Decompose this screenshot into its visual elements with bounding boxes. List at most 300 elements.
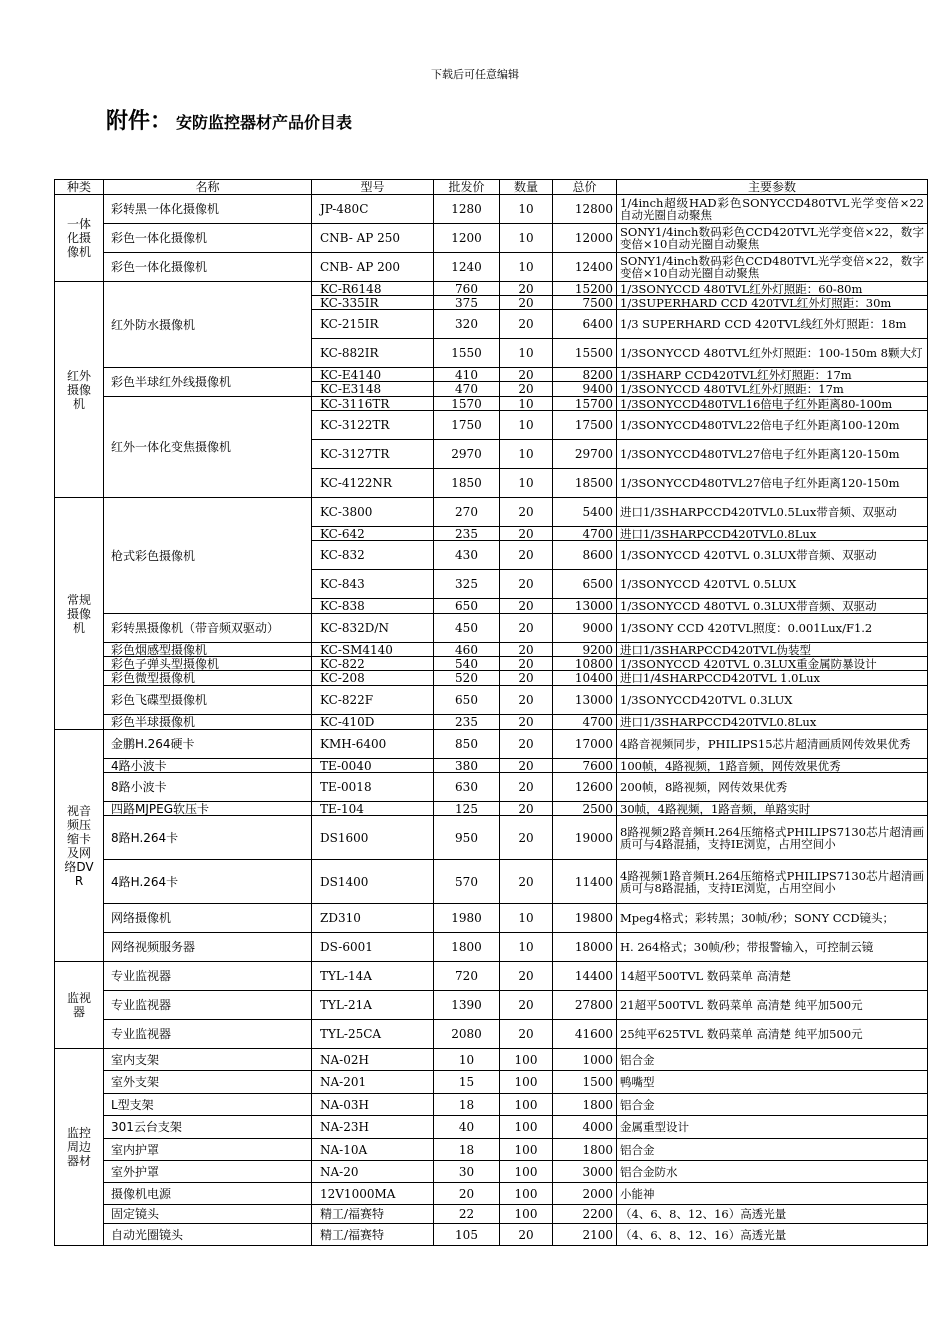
header-total: 总价 xyxy=(553,180,617,195)
table-row xyxy=(55,715,928,730)
qty-cell: 10 xyxy=(500,411,553,440)
model-cell: KC-4122NR xyxy=(312,469,434,498)
model-cell: KC-E4140 xyxy=(312,368,434,382)
qty-cell: 20 xyxy=(500,599,553,614)
total-cell: 14400 xyxy=(553,962,617,991)
params-cell: Mpeg4格式；彩转黑；30帧/秒；SONY CCD镜头； xyxy=(617,904,928,933)
qty-cell: 20 xyxy=(500,715,553,730)
params-cell: 1/3SONYCCD480TVL27倍电子红外距离120-150m xyxy=(617,440,928,469)
table-row xyxy=(55,614,928,643)
product-name-cell: 摄像机电源 xyxy=(104,1183,312,1205)
total-cell: 19000 xyxy=(553,816,617,860)
params-cell: 8路视频2路音频H.264压缩格式PHILIPS7130芯片超清画质可与4路混插，支持IE浏览，占用空间小 xyxy=(617,816,928,860)
price-cell: 650 xyxy=(434,686,500,715)
params-cell: 1/3SONYCCD480TVL27倍电子红外距离120-150m xyxy=(617,469,928,498)
table-row xyxy=(55,1205,928,1224)
qty-cell: 20 xyxy=(500,759,553,773)
model-cell: 精工/福赛特 xyxy=(312,1224,434,1246)
params-cell: 14超平500TVL 数码菜单 高清楚 xyxy=(617,962,928,991)
params-cell: 进口1/3SHARPCCD420TVL伪装型 xyxy=(617,643,928,657)
product-name-cell: L型支架 xyxy=(104,1094,312,1116)
title-main: 附件： xyxy=(106,109,173,134)
qty-cell: 20 xyxy=(500,527,553,541)
product-name-cell: 室外支架 xyxy=(104,1071,312,1094)
product-name-cell: 8路小波卡 xyxy=(104,773,312,802)
product-name-cell: 金鹏H.264硬卡 xyxy=(104,730,312,759)
total-cell: 29700 xyxy=(553,440,617,469)
params-cell: 铝合金 xyxy=(617,1049,928,1071)
qty-cell: 20 xyxy=(500,1020,553,1049)
table-row xyxy=(55,195,928,224)
price-cell: 22 xyxy=(434,1205,500,1224)
model-cell: NA-23H xyxy=(312,1116,434,1139)
price-cell: 380 xyxy=(434,759,500,773)
model-cell: NA-10A xyxy=(312,1139,434,1161)
params-cell: 4路音视频同步，PHILIPS15芯片超清画质网传效果优秀 xyxy=(617,730,928,759)
product-name-cell: 枪式彩色摄像机 xyxy=(104,498,312,614)
price-cell: 18 xyxy=(434,1139,500,1161)
qty-cell: 20 xyxy=(500,730,553,759)
model-cell: CNB- AP 250 xyxy=(312,224,434,253)
price-cell: 20 xyxy=(434,1183,500,1205)
model-cell: KC-3122TR xyxy=(312,411,434,440)
price-cell: 1240 xyxy=(434,253,500,282)
total-cell: 19800 xyxy=(553,904,617,933)
product-name-cell: 红外一体化变焦摄像机 xyxy=(104,397,312,498)
total-cell: 9200 xyxy=(553,643,617,657)
total-cell: 1000 xyxy=(553,1049,617,1071)
table-row xyxy=(55,802,928,816)
qty-cell: 100 xyxy=(500,1094,553,1116)
model-cell: ZD310 xyxy=(312,904,434,933)
qty-cell: 10 xyxy=(500,224,553,253)
total-cell: 15500 xyxy=(553,339,617,368)
model-cell: KC-208 xyxy=(312,671,434,686)
header-params: 主要参数 xyxy=(617,180,928,195)
total-cell: 6500 xyxy=(553,570,617,599)
params-cell: 1/4inch超级HAD彩色SONYCCD480TVL光学变倍×22自动光圈自动聚焦 xyxy=(617,195,928,224)
qty-cell: 10 xyxy=(500,397,553,411)
params-cell: 1/3SHARP CCD420TVL红外灯照距：17m xyxy=(617,368,928,382)
total-cell: 8600 xyxy=(553,541,617,570)
qty-cell: 20 xyxy=(500,802,553,816)
model-cell: JP-480C xyxy=(312,195,434,224)
params-cell: 1/3SONYCCD 420TVL 0.3LUX重金属防暴设计 xyxy=(617,657,928,671)
qty-cell: 10 xyxy=(500,253,553,282)
qty-cell: 20 xyxy=(500,1224,553,1246)
product-name-cell: 网络视频服务器 xyxy=(104,933,312,962)
price-cell: 1200 xyxy=(434,224,500,253)
total-cell: 2200 xyxy=(553,1205,617,1224)
qty-cell: 20 xyxy=(500,671,553,686)
table-row xyxy=(55,1020,928,1049)
price-cell: 235 xyxy=(434,527,500,541)
params-cell: 100帧，4路视频，1路音频，网传效果优秀 xyxy=(617,759,928,773)
qty-cell: 20 xyxy=(500,614,553,643)
price-cell: 570 xyxy=(434,860,500,904)
params-cell: 1/3 SUPERHARD CCD 420TVL线红外灯照距：18m xyxy=(617,310,928,339)
price-cell: 950 xyxy=(434,816,500,860)
qty-cell: 20 xyxy=(500,962,553,991)
product-name-cell: 专业监视器 xyxy=(104,991,312,1020)
table-row xyxy=(55,1139,928,1161)
model-cell: TYL-14A xyxy=(312,962,434,991)
model-cell: KC-3800 xyxy=(312,498,434,527)
header-model: 型号 xyxy=(312,180,434,195)
model-cell: KC-642 xyxy=(312,527,434,541)
params-cell: 铝合金 xyxy=(617,1094,928,1116)
price-cell: 1390 xyxy=(434,991,500,1020)
params-cell: SONY1/4inch数码彩色CCD420TVL光学变倍×22，数字变倍×10自动光圈自动聚焦 xyxy=(617,224,928,253)
page-header-note: 下载后可任意编辑 xyxy=(431,68,519,81)
params-cell: 200帧，8路视频，网传效果优秀 xyxy=(617,773,928,802)
model-cell: KC-822 xyxy=(312,657,434,671)
table-row xyxy=(55,498,928,527)
model-cell: KC-832 xyxy=(312,541,434,570)
table-row xyxy=(55,1094,928,1116)
qty-cell: 20 xyxy=(500,657,553,671)
table-row xyxy=(55,397,928,411)
price-cell: 1850 xyxy=(434,469,500,498)
qty-cell: 10 xyxy=(500,904,553,933)
price-cell: 2080 xyxy=(434,1020,500,1049)
table-row xyxy=(55,962,928,991)
qty-cell: 10 xyxy=(500,469,553,498)
table-row xyxy=(55,643,928,657)
model-cell: 12V1000MA xyxy=(312,1183,434,1205)
product-name-cell: 4路小波卡 xyxy=(104,759,312,773)
model-cell: TYL-25CA xyxy=(312,1020,434,1049)
product-name-cell: 彩色一体化摄像机 xyxy=(104,224,312,253)
total-cell: 7600 xyxy=(553,759,617,773)
product-name-cell: 专业监视器 xyxy=(104,1020,312,1049)
total-cell: 10800 xyxy=(553,657,617,671)
model-cell: TE-0018 xyxy=(312,773,434,802)
category-cell: 一体化摄像机 xyxy=(55,195,104,282)
qty-cell: 20 xyxy=(500,773,553,802)
params-cell: 1/3SONYCCD 420TVL 0.3LUX带音频、双驱动 xyxy=(617,541,928,570)
params-cell: 铝合金 xyxy=(617,1139,928,1161)
product-name-cell: 彩色烟感型摄像机 xyxy=(104,643,312,657)
total-cell: 13000 xyxy=(553,686,617,715)
table-row xyxy=(55,1049,928,1071)
price-cell: 15 xyxy=(434,1071,500,1094)
total-cell: 27800 xyxy=(553,991,617,1020)
price-cell: 235 xyxy=(434,715,500,730)
price-cell: 375 xyxy=(434,296,500,310)
price-cell: 1750 xyxy=(434,411,500,440)
params-cell: 1/3SONY CCD 420TVL照度：0.001Lux/F1.2 xyxy=(617,614,928,643)
model-cell: KC-822F xyxy=(312,686,434,715)
model-cell: KC-R6148 xyxy=(312,282,434,296)
table-row xyxy=(55,933,928,962)
category-cell: 红外摄像机 xyxy=(55,282,104,498)
params-cell: 进口1/3SHARPCCD420TVL0.8Lux xyxy=(617,527,928,541)
model-cell: KC-843 xyxy=(312,570,434,599)
total-cell: 7500 xyxy=(553,296,617,310)
model-cell: KC-SM4140 xyxy=(312,643,434,657)
qty-cell: 20 xyxy=(500,541,553,570)
model-cell: KC-832D/N xyxy=(312,614,434,643)
price-cell: 105 xyxy=(434,1224,500,1246)
total-cell: 18500 xyxy=(553,469,617,498)
total-cell: 1800 xyxy=(553,1094,617,1116)
total-cell: 15700 xyxy=(553,397,617,411)
params-cell: 1/3SONYCCD480TVL16倍电子红外距离80-100m xyxy=(617,397,928,411)
table-row xyxy=(55,282,928,296)
qty-cell: 10 xyxy=(500,440,553,469)
table-row xyxy=(55,1116,928,1139)
qty-cell: 20 xyxy=(500,860,553,904)
price-cell: 2970 xyxy=(434,440,500,469)
header-name: 名称 xyxy=(104,180,312,195)
model-cell: KC-882IR xyxy=(312,339,434,368)
params-cell: 25纯平625TVL 数码菜单 高清楚 纯平加500元 xyxy=(617,1020,928,1049)
qty-cell: 10 xyxy=(500,195,553,224)
price-cell: 18 xyxy=(434,1094,500,1116)
table-row xyxy=(55,657,928,671)
total-cell: 8200 xyxy=(553,368,617,382)
total-cell: 13000 xyxy=(553,599,617,614)
page-title xyxy=(106,104,352,135)
model-cell: DS-6001 xyxy=(312,933,434,962)
price-cell: 30 xyxy=(434,1161,500,1183)
total-cell: 5400 xyxy=(553,498,617,527)
price-cell: 1570 xyxy=(434,397,500,411)
price-cell: 450 xyxy=(434,614,500,643)
total-cell: 4000 xyxy=(553,1116,617,1139)
qty-cell: 100 xyxy=(500,1116,553,1139)
model-cell: NA-02H xyxy=(312,1049,434,1071)
model-cell: KMH-6400 xyxy=(312,730,434,759)
params-cell: 进口1/3SHARPCCD420TVL0.5Lux带音频、双驱动 xyxy=(617,498,928,527)
product-name-cell: 彩色子弹头型摄像机 xyxy=(104,657,312,671)
model-cell: NA-03H xyxy=(312,1094,434,1116)
price-cell: 125 xyxy=(434,802,500,816)
product-name-cell: 4路H.264卡 xyxy=(104,860,312,904)
table-row xyxy=(55,730,928,759)
product-name-cell: 室内护罩 xyxy=(104,1139,312,1161)
params-cell: 1/3SONYCCD 480TVL 0.3LUX带音频、双驱动 xyxy=(617,599,928,614)
qty-cell: 20 xyxy=(500,570,553,599)
qty-cell: 20 xyxy=(500,296,553,310)
model-cell: KC-E3148 xyxy=(312,382,434,397)
total-cell: 2000 xyxy=(553,1183,617,1205)
total-cell: 17000 xyxy=(553,730,617,759)
qty-cell: 10 xyxy=(500,933,553,962)
qty-cell: 20 xyxy=(500,816,553,860)
product-name-cell: 彩色一体化摄像机 xyxy=(104,253,312,282)
params-cell: 进口1/4SHARPCCD420TVL 1.0Lux xyxy=(617,671,928,686)
model-cell: DS1600 xyxy=(312,816,434,860)
total-cell: 6400 xyxy=(553,310,617,339)
category-cell: 监视器 xyxy=(55,962,104,1049)
total-cell: 18000 xyxy=(553,933,617,962)
model-cell: KC-3127TR xyxy=(312,440,434,469)
model-cell: DS1400 xyxy=(312,860,434,904)
total-cell: 12800 xyxy=(553,195,617,224)
params-cell: 小能神 xyxy=(617,1183,928,1205)
table-row xyxy=(55,1071,928,1094)
params-cell: 21超平500TVL 数码菜单 高清楚 纯平加500元 xyxy=(617,991,928,1020)
table-row xyxy=(55,224,928,253)
price-cell: 40 xyxy=(434,1116,500,1139)
total-cell: 17500 xyxy=(553,411,617,440)
price-cell: 850 xyxy=(434,730,500,759)
price-cell: 430 xyxy=(434,541,500,570)
product-name-cell: 固定镜头 xyxy=(104,1205,312,1224)
product-name-cell: 彩色半球摄像机 xyxy=(104,715,312,730)
product-name-cell: 四路MJPEG软压卡 xyxy=(104,802,312,816)
model-cell: 精工/福赛特 xyxy=(312,1205,434,1224)
params-cell: 1/3SONYCCD480TVL22倍电子红外距离100-120m xyxy=(617,411,928,440)
params-cell: 1/3SONYCCD 480TVL红外灯照距：60-80m xyxy=(617,282,928,296)
price-table xyxy=(54,179,928,1246)
table-row xyxy=(55,759,928,773)
total-cell: 15200 xyxy=(553,282,617,296)
model-cell: TE-0040 xyxy=(312,759,434,773)
table-row xyxy=(55,904,928,933)
table-row xyxy=(55,1161,928,1183)
params-cell: （4、6、8、12、16）高透光量 xyxy=(617,1224,928,1246)
price-cell: 540 xyxy=(434,657,500,671)
qty-cell: 100 xyxy=(500,1049,553,1071)
price-cell: 1980 xyxy=(434,904,500,933)
product-name-cell: 彩转黑一体化摄像机 xyxy=(104,195,312,224)
header-price: 批发价 xyxy=(434,180,500,195)
qty-cell: 20 xyxy=(500,991,553,1020)
price-cell: 325 xyxy=(434,570,500,599)
total-cell: 1500 xyxy=(553,1071,617,1094)
table-row xyxy=(55,368,928,382)
model-cell: NA-201 xyxy=(312,1071,434,1094)
price-cell: 520 xyxy=(434,671,500,686)
table-row xyxy=(55,860,928,904)
price-cell: 320 xyxy=(434,310,500,339)
price-cell: 1550 xyxy=(434,339,500,368)
price-cell: 720 xyxy=(434,962,500,991)
total-cell: 1800 xyxy=(553,1139,617,1161)
params-cell: 1/3SONYCCD 420TVL 0.5LUX xyxy=(617,570,928,599)
product-name-cell: 专业监视器 xyxy=(104,962,312,991)
table-row xyxy=(55,253,928,282)
total-cell: 12400 xyxy=(553,253,617,282)
title-sub: 安防监控器材产品价目表 xyxy=(176,113,353,132)
params-cell: （4、6、8、12、16）高透光量 xyxy=(617,1205,928,1224)
product-name-cell: 彩色飞碟型摄像机 xyxy=(104,686,312,715)
model-cell: CNB- AP 200 xyxy=(312,253,434,282)
total-cell: 12600 xyxy=(553,773,617,802)
params-cell: 1/3SONYCCD 480TVL红外灯照距：100-150m 8颗大灯 xyxy=(617,339,928,368)
total-cell: 10400 xyxy=(553,671,617,686)
price-cell: 270 xyxy=(434,498,500,527)
table-row xyxy=(55,1224,928,1246)
category-cell: 视音频压缩卡及网络DVR xyxy=(55,730,104,962)
price-cell: 760 xyxy=(434,282,500,296)
total-cell: 2500 xyxy=(553,802,617,816)
table-row xyxy=(55,773,928,802)
price-cell: 630 xyxy=(434,773,500,802)
table-row xyxy=(55,1183,928,1205)
table-row xyxy=(55,991,928,1020)
product-name-cell: 8路H.264卡 xyxy=(104,816,312,860)
params-cell: 进口1/3SHARPCCD420TVL0.8Lux xyxy=(617,715,928,730)
params-cell: 鸭嘴型 xyxy=(617,1071,928,1094)
params-cell: 30帧，4路视频，1路音频，单路实时 xyxy=(617,802,928,816)
params-cell: 铝合金防水 xyxy=(617,1161,928,1183)
product-name-cell: 彩色半球红外线摄像机 xyxy=(104,368,312,397)
model-cell: KC-3116TR xyxy=(312,397,434,411)
product-name-cell: 室外护罩 xyxy=(104,1161,312,1183)
header-category: 种类 xyxy=(55,180,104,195)
product-name-cell: 自动光圈镜头 xyxy=(104,1224,312,1246)
total-cell: 11400 xyxy=(553,860,617,904)
model-cell: NA-20 xyxy=(312,1161,434,1183)
total-cell: 3000 xyxy=(553,1161,617,1183)
qty-cell: 100 xyxy=(500,1139,553,1161)
total-cell: 4700 xyxy=(553,715,617,730)
price-cell: 650 xyxy=(434,599,500,614)
model-cell: TYL-21A xyxy=(312,991,434,1020)
product-name-cell: 301云台支架 xyxy=(104,1116,312,1139)
params-cell: 1/3SONYCCD420TVL 0.3LUX xyxy=(617,686,928,715)
qty-cell: 100 xyxy=(500,1071,553,1094)
price-cell: 410 xyxy=(434,368,500,382)
qty-cell: 10 xyxy=(500,339,553,368)
qty-cell: 100 xyxy=(500,1183,553,1205)
model-cell: TE-104 xyxy=(312,802,434,816)
product-name-cell: 室内支架 xyxy=(104,1049,312,1071)
product-name-cell: 红外防水摄像机 xyxy=(104,282,312,368)
category-cell: 监控周边器材 xyxy=(55,1049,104,1246)
qty-cell: 20 xyxy=(500,498,553,527)
qty-cell: 20 xyxy=(500,310,553,339)
price-cell: 1280 xyxy=(434,195,500,224)
price-cell: 10 xyxy=(434,1049,500,1071)
table-row xyxy=(55,686,928,715)
qty-cell: 100 xyxy=(500,1161,553,1183)
table-row xyxy=(55,671,928,686)
params-cell: 1/3SONYCCD 480TVL红外灯照距：17m xyxy=(617,382,928,397)
model-cell: KC-838 xyxy=(312,599,434,614)
total-cell: 41600 xyxy=(553,1020,617,1049)
product-name-cell: 彩色微型摄像机 xyxy=(104,671,312,686)
qty-cell: 20 xyxy=(500,643,553,657)
params-cell: 1/3SUPERHARD CCD 420TVL红外灯照距：30m xyxy=(617,296,928,310)
params-cell: 金属重型设计 xyxy=(617,1116,928,1139)
total-cell: 2100 xyxy=(553,1224,617,1246)
model-cell: KC-215IR xyxy=(312,310,434,339)
params-cell: 4路视频1路音频H.264压缩格式PHILIPS7130芯片超清画质可与8路混插，支持IE浏览，占用空间小 xyxy=(617,860,928,904)
price-cell: 460 xyxy=(434,643,500,657)
product-name-cell: 网络摄像机 xyxy=(104,904,312,933)
total-cell: 4700 xyxy=(553,527,617,541)
qty-cell: 20 xyxy=(500,686,553,715)
total-cell: 9000 xyxy=(553,614,617,643)
model-cell: KC-410D xyxy=(312,715,434,730)
total-cell: 9400 xyxy=(553,382,617,397)
category-cell: 常规摄像机 xyxy=(55,498,104,730)
params-cell: H. 264格式；30帧/秒；带报警输入，可控制云镜 xyxy=(617,933,928,962)
price-cell: 1800 xyxy=(434,933,500,962)
total-cell: 12000 xyxy=(553,224,617,253)
model-cell: KC-335IR xyxy=(312,296,434,310)
qty-cell: 100 xyxy=(500,1205,553,1224)
qty-cell: 20 xyxy=(500,282,553,296)
params-cell: SONY1/4inch数码彩色CCD480TVL光学变倍×22，数字变倍×10自动光圈自动聚焦 xyxy=(617,253,928,282)
header-row xyxy=(55,180,928,195)
table-row xyxy=(55,816,928,860)
